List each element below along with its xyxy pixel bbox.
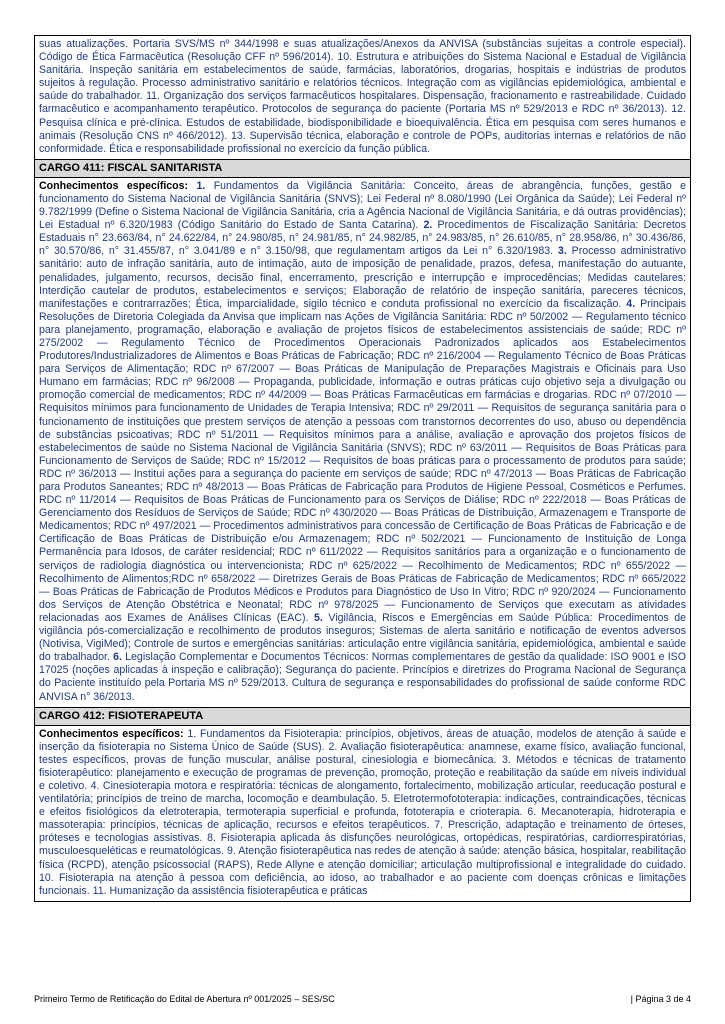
cargo-412-content: Conhecimentos específicos: 1. Fundamentos da Fisioterapia: princípios, objetivos, áreas de atuação, modelos de atenção à saúde e inserção da fisioterapia no Sistema Único de Saúde (SUS). 2. Avaliação fisioterapêutica: anamnese, exame físico, avaliação funcional, testes específicos, provas de função muscular, análise postural, cinesiologia e biomecânica. 3. Métodos e técnicas de tratamento fisioterapêutico: planejamento e execução de programas de prevenção, promoção, proteção e reabilitação da saúde em níveis individual e coletivo. 4. Cinesioterapia motora e respiratória: técnicas de alongamento, fortalecimento, mobilização articular, reeducação postural e ventilatória; princípios de treino de marcha, locomoção e deambulação. 5. Eletrotermofototerapia: indicações, contraindicações, técnicas e efeitos fisiológicos da eletroterapia, termoterapia superficial e profunda, fototerapia e crioterapia. 6. Mecanoterapia, hidroterapia e massoterapia: princípios, técnicas de aplicação, recursos e efeitos terapêuticos. 7. Prescrição, adaptação e treinamento de órteses, próteses e tecnologias assistivas. 8. Fisioterapia aplicada às disfunções neurológicas, ortopédicas, respiratórias, cardiorrespiratórias, musculoesqueléticas e reumatológicas. 9. Atenção fisioterapêutica nas redes de atenção à saúde: atenção básica, hospitalar, reabilitação física (RCPD), atenção psicossocial (RAPS), Rede Allyne e atenção domiciliar; articulação multiprofissional e integralidade do cuidado. 10. Fisioterapia na atenção à pessoa com deficiência, ao idoso, ao trabalhador e ao paciente com doenças crônicas e limitações funcionais. 11. Humanização da assistência fisioterapêutica e práticas bbox=[39, 727, 686, 897]
footer-page-number: | Página 3 de 4 bbox=[630, 994, 691, 1004]
cargo-411-content: Conhecimentos específicos: 1. Fundamentos da Vigilância Sanitária: Conceito, áreas de abrangência, funções, gestão e funcionamento do Sistema Nacional de Vigilância Sanitária (SNVS); Lei Federal nº 8.080/1990 (Lei Orgânica da Saúde); Lei Federal nº 9.782/1999 (Define o Sistema Nacional de Vigilância Sanitária, cria a Agência Nacional de Vigilância Sanitária, e dá outras providências); Lei Estadual nº 6.320/1983 (Código Sanitário do Estado de Santa Catarina). 2. Procedimentos de Fiscalização Sanitária: Decretos Estaduais n° 23.663/84, n° 24.622/84, n° 24.980/85, n° 24.981/85, n° 24.982/85, n° 24.983/85, n° 26.610/85, n° 28.958/86, n° 30.436/86, n° 30.570/86, n° 31.455/87, n° 3.041/89 e n° 3.150/98, que regulamentam artigos da Lei n° 6.320/1983. 3. Processo administrativo sanitário: auto de infração sanitária, auto de intimação, auto de imposição de penalidade, prazos, defesa, manifestação do autuante, penalidades, julgamento, recursos, decisão final, encerramento, prescrição e interrupção e improcedências; Medidas cautelares: Interdição cautelar de produtos, estabelecimentos e serviços; Elaboração de relatório de inspeção sanitária, pareceres técnicos, manifestações e contrarrazões; Ética, imparcialidade, sigilo técnico e conduta profissional no exercício da fiscalização. 4. Principais Resoluções de Diretoria Colegiada da Anvisa que implicam nas Ações de Vigilância Sanitária: RDC nº 50/2002 — Regulamento técnico para planejamento, programação, elaboração e avaliação de projetos físicos de estabelecimentos assistenciais de saúde; RDC nº 275/2002 — Regulamento Técnico de Procedimentos Operacionais Padronizados aplicados aos Estabelecimentos Produtores/Industrializadores de Alimentos e Boas Práticas de Fabricação; RDC nº 216/2004 — Regulamento Técnico de Boas Práticas para Serviços de Alimentação; RDC nº 67/2007 — Boas Práticas de Manipulação de Preparações Magistrais e Oficinais para Uso Humano em farmácias; RDC nº 96/2008 — Propaganda, publicidade, informação e outras práticas cujo objetivo seja a divulgação ou promoção comercial de medicamentos; RDC nº 44/2009 — Boas Práticas Farmacêuticas em farmácias e drogarias. RDC nº 07/2010 — Requisitos mínimos para funcionamento de Unidades de Terapia Intensiva; RDC nº 29/2011 — Requisitos de segurança sanitária para o funcionamento de instituições que prestem serviços de atenção a pessoas com transtornos decorrentes do uso, abuso ou dependência de substâncias psicoativas; RDC nº 51/2011 — Requisitos mínimos para a análise, avaliação e aprovação dos projetos físicos de estabelecimentos de saúde no Sistema Nacional de Vigilância Sanitária (SNVS); RDC nº 63/2011 — Requisitos de Boas Práticas para Funcionamento de Serviços de Saúde; RDC nº 15/2012 — Requisitos de boas práticas para o processamento de produtos para saúde; RDC nº 36/2013 — Institui ações para a segurança do paciente em serviços de saúde; RDC nº 47/2013 — Boas Práticas de Fabricação para Produtos Saneantes; RDC nº 48/2013 — Boas Práticas de Fabricação para Produtos de Higiene Pessoal, Cosméticos e Perfumes. RDC nº 11/2014 — Requisitos de Boas Práticas de Funcionamento para os Serviços de Diálise; RDC nº 222/2018 — Boas Práticas de Gerenciamento dos Resíduos de Serviços de Saúde; RDC nº 430/2020 — Boas Práticas de Distribuição, Armazenagem e Transporte de Medicamentos; RDC nº 497/2021 — Procedimentos administrativos para concessão de Certificação de Boas Práticas de Fabricação e de Certificação de Boas Práticas de Distribuição e/ou Armazenagem; RDC nº 502/2021 — Funcionamento de Instituição de Longa Permanência para Idosos, de caráter residencial; RDC nº 611/2022 — Requisitos sanitários para a organização e o funcionamento de serviços de radiologia diagnóstica ou intervencionista; RDC nº 625/2022 — Recolhimento de Medicamentos; RDC nº 655/2022 — Recolhimento de Alimentos;RDC nº 658/2022 — Diretrizes Gerais de Boas Práticas de Fabricação de Medicamentos; RDC nº 665/2022 — Boas Práticas de Fabricação de Produtos Médicos e Produtos para Diagnóstico de Uso In Vitro; RDC nº 920/2024 — Funcionamento dos Serviços de Atenção Obstétrica e Neonatal; RDC nº 978/2025 — Funcionamento de Serviços que executam as atividades relacionadas aos Exames de Análises Clínicas (EAC). 5. Vigilância, Riscos e Emergências em Saúde Pública: Procedimentos de vigilância pós-comercialização e recolhimento de produtos inseguros; Sistemas de alerta sanitário e notificação de eventos adversos (Notivisa, VigiMed); Controle de surtos e emergências sanitárias: articulação entre vigilância sanitária, epidemiológica, ambiental e saúde do trabalhador. 6. Legislação Complementar e Documentos Técnicos: Normas complementares de gestão da qualidade: ISO 9001 e ISO 17025 (noções aplicadas à inspeção e calibração); Segurança do paciente. Princípios e diretrizes do Programa Nacional de Segurança do Paciente instituído pela Portaria MS nº 529/2013. Cultura de segurança e responsabilidades do profissional de saúde conforme RDC ANVISA n° 36/2013. bbox=[39, 179, 686, 703]
previous-cargo-content: suas atualizações. Portaria SVS/MS nº 344/1998 e suas atualizações/Anexos da ANVISA (substâncias sujeitas a controle especial). Código de Ética Farmacêutica (Resolução CFF nº 596/2014). 10. Estrutura e atribuições do Sistema Nacional e Estadual de Vigilância Sanitária. Inspeção sanitária em estabelecimentos de saúde, farmácias, laboratórios, drogarias, hospitais e indústrias de produtos sujeitos à regulação. Processo administrativo sanitário e relatórios técnicos. Integração com as vigilâncias epidemiológica, ambiental e saúde do trabalhador. 11. Organização dos serviços farmacêuticos hospitalares. Dispensação, fracionamento e rastreabilidade. Cuidado farmacêutico e acompanhamento terapêutico. Protocolos de segurança do paciente (Portaria MS nº 529/2013 e RDC nº 36/2013). 12. Pesquisa clínica e pré-clínica. Estudos de estabilidade, biodisponibilidade e bioequivalência. Ética em pesquisa com seres humanos e animais (Resolução CNS nº 466/2012). 13. Supervisão técnica, elaboração e controle de POPs, auditorias internas e relatórios de não conformidade. Ética e responsabilidade profissional no exercício da função pública. bbox=[35, 35, 690, 159]
cargo-412-label: Conhecimentos específicos: bbox=[39, 727, 184, 740]
document-page bbox=[34, 35, 691, 902]
page-footer bbox=[34, 994, 691, 1004]
cargo-411-label: Conhecimentos específicos: bbox=[39, 179, 189, 192]
footer-document-title: Primeiro Termo de Retificação do Edital de Abertura nº 001/2025 – SES/SC bbox=[34, 994, 335, 1004]
content-table bbox=[34, 35, 691, 902]
cargo-411-header: CARGO 411: FISCAL SANITARISTA bbox=[35, 159, 690, 178]
cargo-412-header: CARGO 412: FISIOTERAPEUTA bbox=[35, 707, 690, 726]
